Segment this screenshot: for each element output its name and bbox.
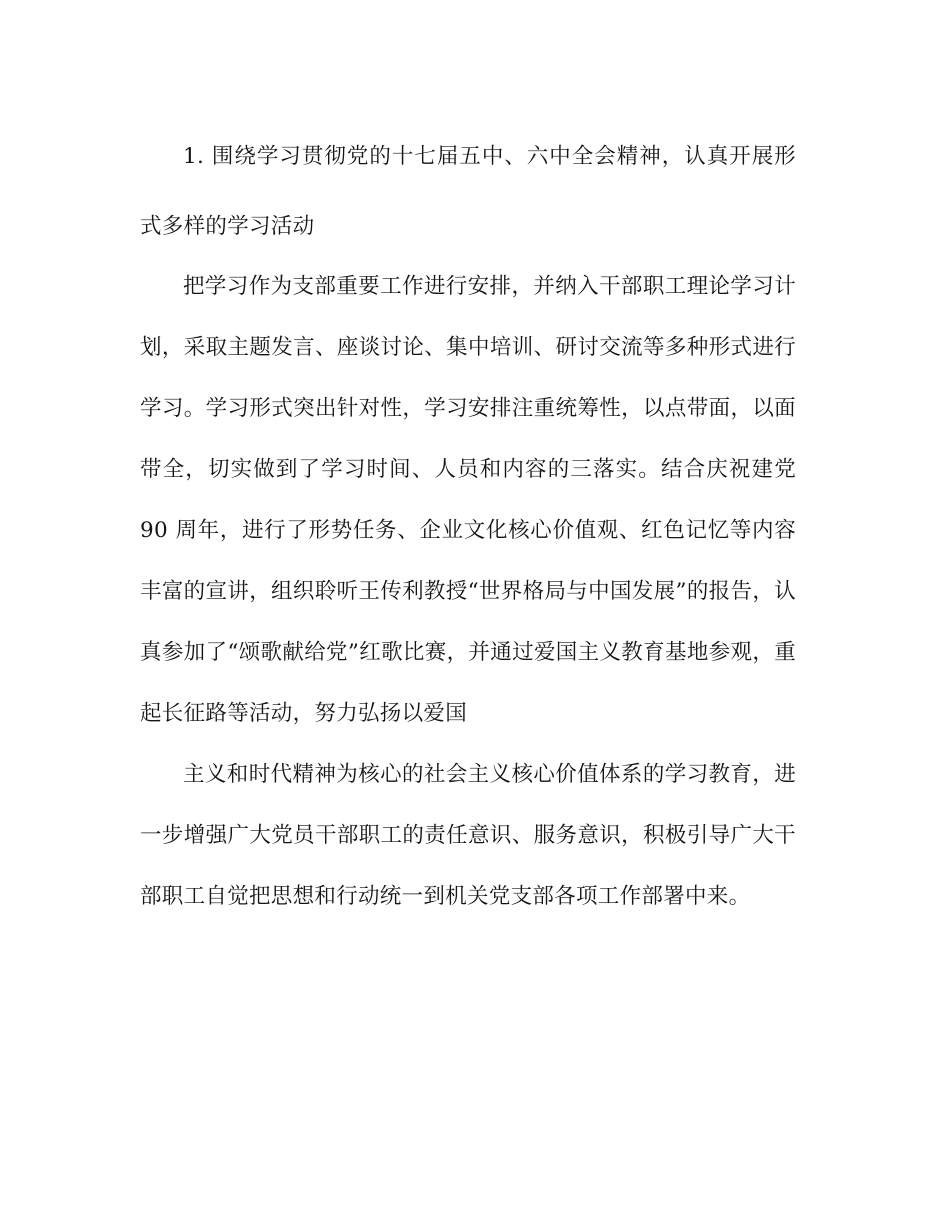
paragraph-body: 把学习作为支部重要工作进行安排，并纳入干部职工理论学习计划，采取主题发言、座谈讨论、集中培训、研讨交流等多种形式进行学习。学习形式突出针对性，学习安排注重统筹性，以点带面，以面带全，切实做到了学习时间、人员和内容的三落实。结合庆祝建党 90 周年，进行了形势任务、企业文化核心价值观、红色记忆等内容丰富的宣讲，组织聆听王传利教授“世界格局与中国发展”的报告，认真参加了“颂歌献给党”红歌比赛，并通过爱国主义教育基地参观，重起长征路等活动，努力弘扬以爱国 [140,274,796,726]
document-body [140,122,796,927]
paragraph-body: 主义和时代精神为核心的社会主义核心价值体系的学习教育，进一步增强广大党员干部职工的责任意识、服务意识，积极引导广大干部职工自觉把思想和行动统一到机关党支部各项工作部署中来。 [140,762,796,909]
paragraph-heading: 1. 围绕学习贯彻党的十七届五中、六中全会精神，认真开展形式多样的学习活动 [140,144,796,239]
